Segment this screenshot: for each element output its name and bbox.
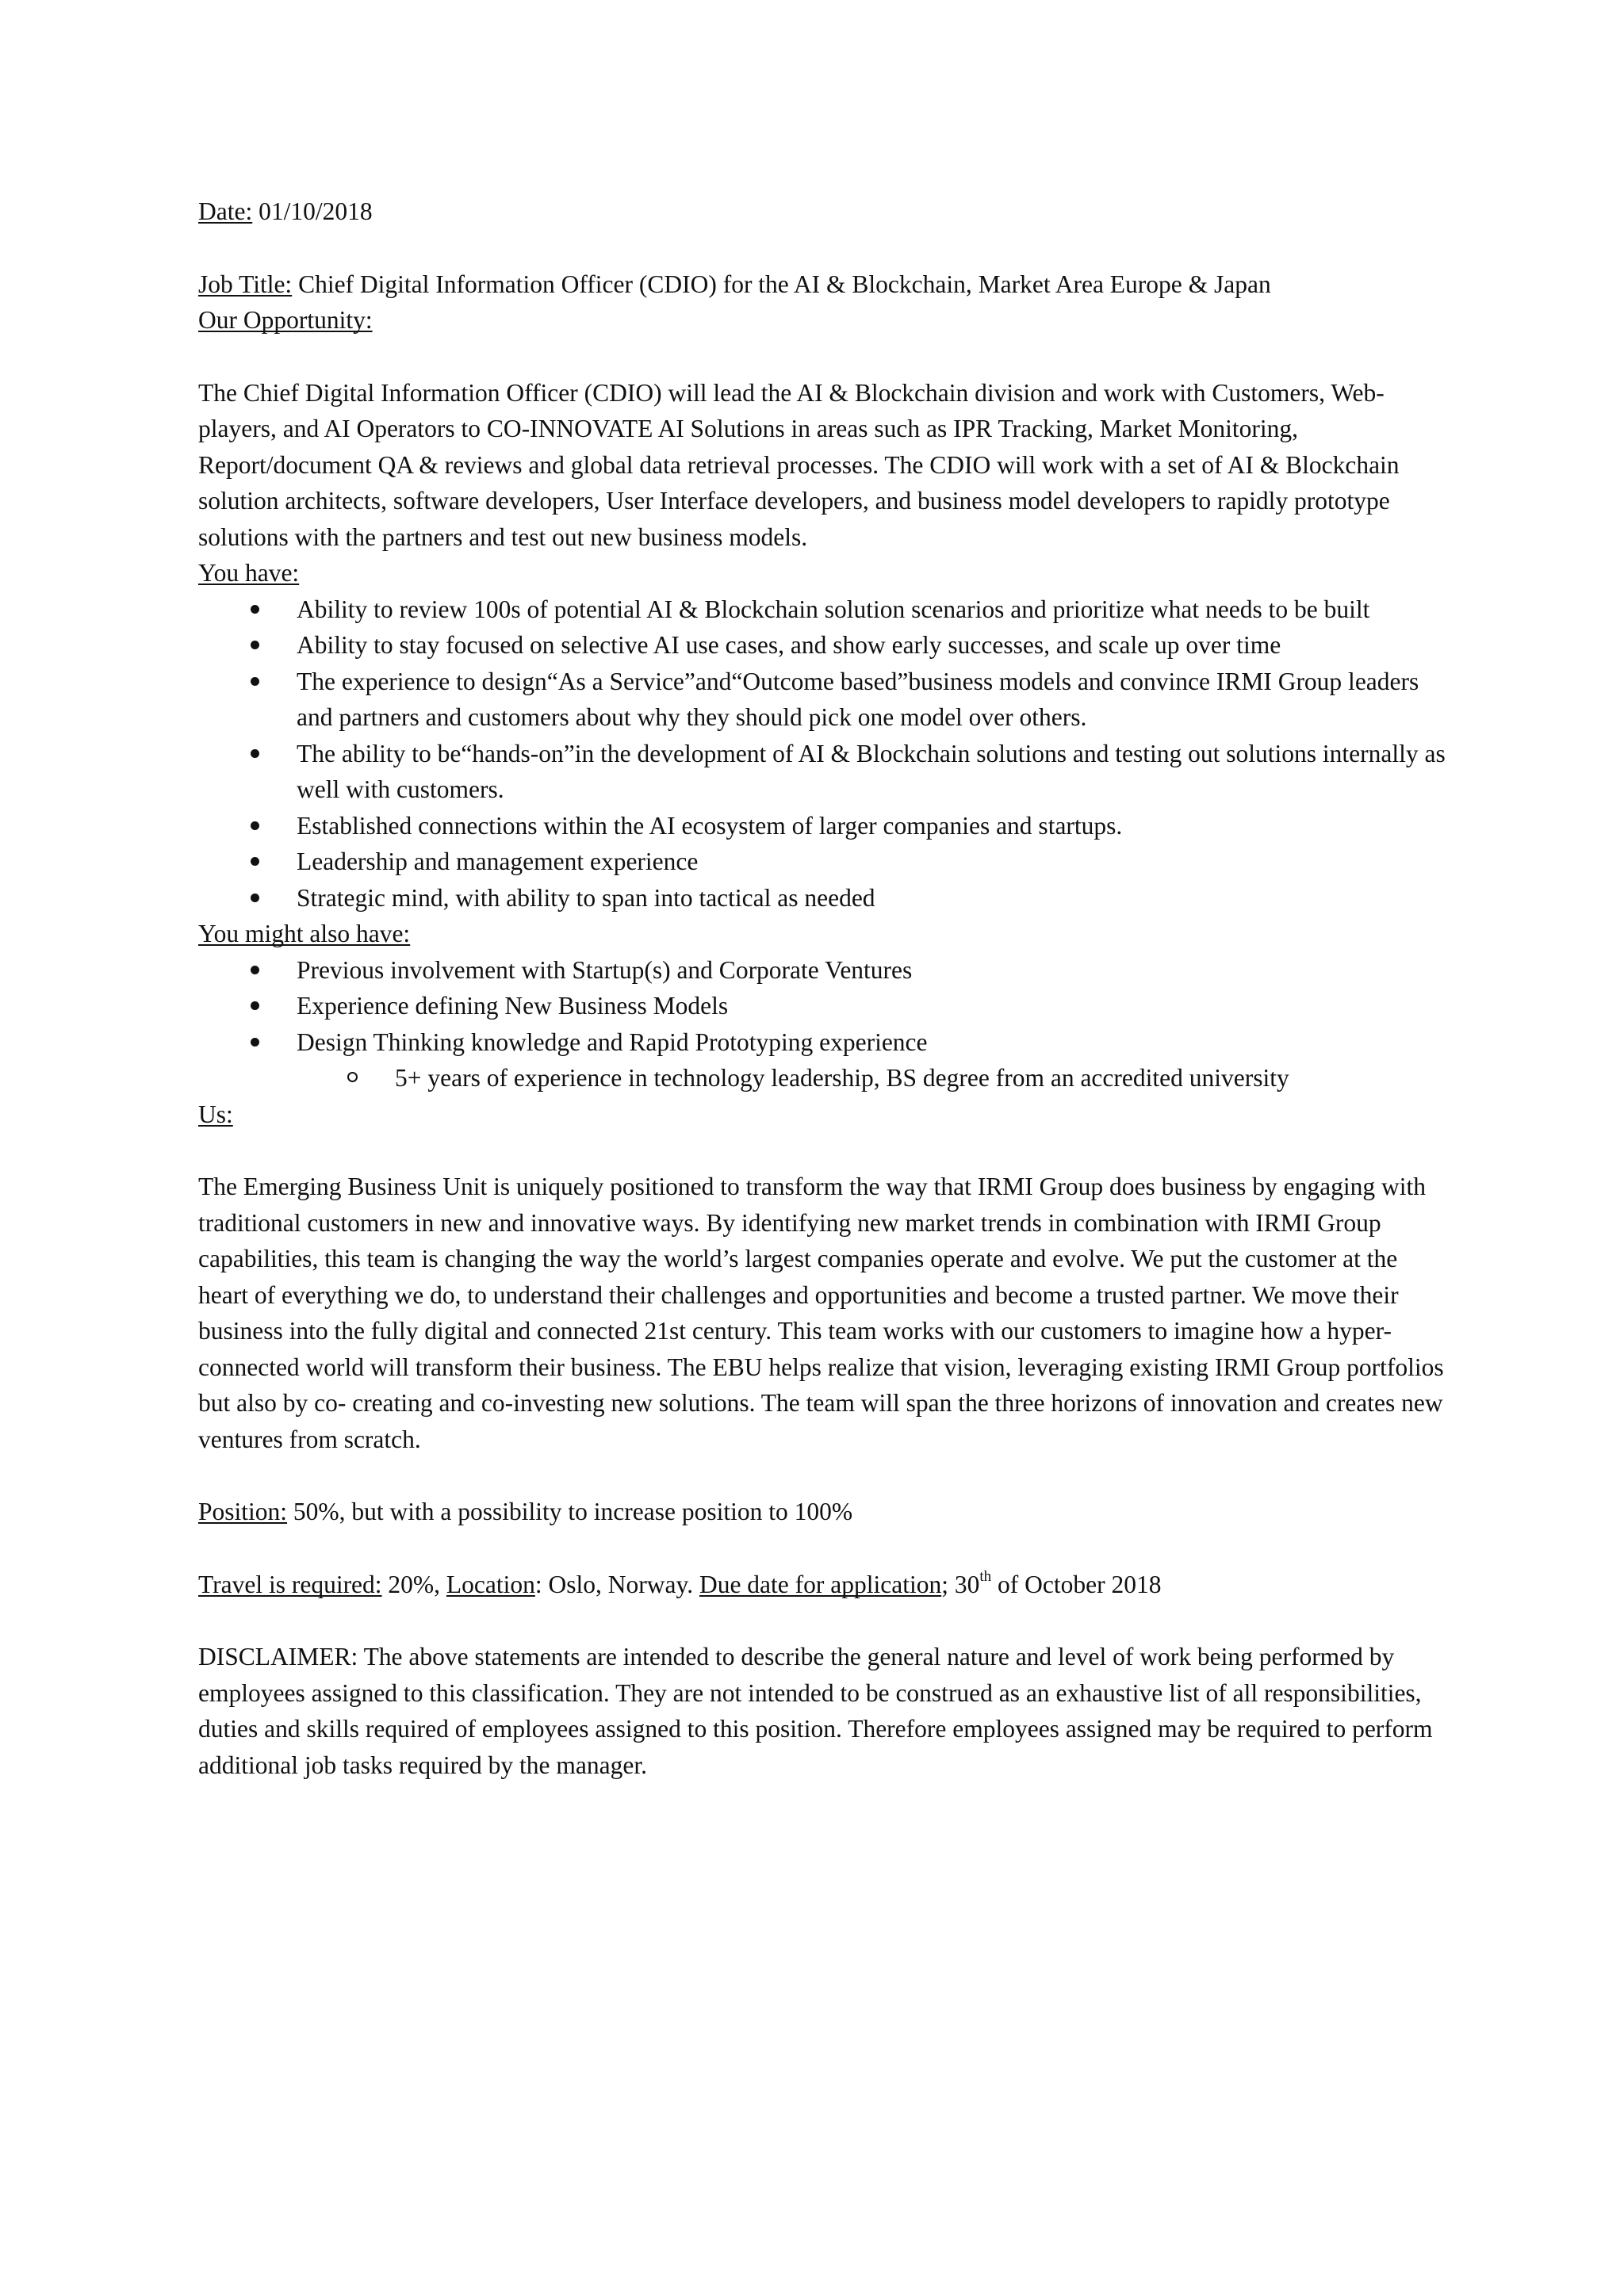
might-have-heading: You might also have: <box>198 920 411 947</box>
bullet-icon <box>251 1038 259 1047</box>
list-item: Ability to stay focused on selective AI use cases, and show early successes, and scale up over time <box>198 627 1451 664</box>
might-have-sub-list <box>198 1060 1451 1096</box>
travel-label: Travel is required: <box>198 1570 382 1598</box>
bullet-icon <box>251 894 259 902</box>
date-line <box>198 193 1451 230</box>
document-page <box>198 193 1451 1783</box>
list-item: Established connections within the AI ecosystem of larger companies and startups. <box>198 808 1451 844</box>
position-line <box>198 1494 1451 1530</box>
position-value: 50%, but with a possibility to increase position to 100% <box>287 1498 853 1525</box>
you-have-heading: You have: <box>198 559 300 587</box>
list-item: Leadership and management experience <box>198 844 1451 880</box>
job-title-label: Job Title: <box>198 270 293 298</box>
bullet-icon <box>251 857 259 866</box>
travel-line <box>198 1567 1451 1603</box>
bullet-icon <box>251 1001 259 1010</box>
us-paragraph: The Emerging Business Unit is uniquely positioned to transform the way that IRMI Group does business by engaging with traditional customers in new and innovative ways. By identifying new market trends in combination with IRMI Group capabilities, this team is changing the way the world’s largest companies operate and evolve. We put the customer at the heart of everything we do, to understand their challenges and opportunities and become a trusted partner. We move their business into the fully digital and connected 21st century. This team works with our customers to imagine how a hyper-connected world will transform their business. The EBU helps realize that vision, leveraging existing IRMI Group portfolios but also by co- creating and co-investing new solutions. The team will span the three horizons of innovation and creates new ventures from scratch. <box>198 1173 1444 1453</box>
travel-value: 20%, <box>381 1570 446 1598</box>
bullet-icon <box>251 677 259 686</box>
date-label: Date: <box>198 197 253 225</box>
list-item: Previous involvement with Startup(s) and Corporate Ventures <box>198 952 1451 989</box>
us-heading: Us: <box>198 1100 233 1128</box>
bullet-icon <box>251 749 259 758</box>
list-item: The ability to be“hands-on”in the development of AI & Blockchain solutions and testing out solutions internally as well with customers. <box>198 736 1451 808</box>
you-have-list <box>198 591 1451 916</box>
list-item: The experience to design“As a Service”and“Outcome based”business models and convince IRMI Group leaders and partners and customers about why they should pick one model over others. <box>198 664 1451 736</box>
opportunity-paragraph: The Chief Digital Information Officer (CDIO) will lead the AI & Blockchain division and work with Customers, Web-players, and AI Operators to CO-INNOVATE AI Solutions in areas such as IPR Tracking, Market Monitoring, Report/document QA & reviews and global data retrieval processes. The CDIO will work with a set of AI & Blockchain solution architects, software developers, User Interface developers, and business model developers to rapidly prototype solutions with the partners and test out new business models. <box>198 378 1400 551</box>
might-have-list <box>198 952 1451 1024</box>
location-value: : Oslo, Norway. <box>534 1570 699 1598</box>
position-label: Position: <box>198 1498 288 1525</box>
due-date-label: Due date for application <box>699 1570 942 1598</box>
hollow-bullet-icon <box>347 1072 358 1082</box>
disclaimer-paragraph: DISCLAIMER: The above statements are intended to describe the general nature and level of work being performed by employees assigned to this classification. They are not intended to be construed as an exhaustive list of all responsibilities, duties and skills required of employees assigned to this position. Therefore employees assigned may be required to perform additional job tasks required by the manager. <box>198 1643 1433 1779</box>
list-item: Experience defining New Business Models <box>198 988 1451 1024</box>
due-date-suffix: th <box>979 1568 992 1585</box>
due-date-value: ; 30 <box>941 1570 980 1598</box>
location-label: Location <box>446 1570 535 1598</box>
due-date-month: of October 2018 <box>991 1570 1162 1598</box>
list-item: Strategic mind, with ability to span into tactical as needed <box>198 880 1451 916</box>
might-have-extra-list <box>198 1024 1451 1061</box>
job-title-value: Chief Digital Information Officer (CDIO) for the AI & Blockchain, Market Area Europe & Japan <box>292 270 1271 298</box>
job-title-line <box>198 266 1451 303</box>
bullet-icon <box>251 966 259 974</box>
opportunity-heading: Our Opportunity: <box>198 306 373 334</box>
bullet-icon <box>251 605 259 614</box>
list-item: Design Thinking knowledge and Rapid Prototyping experience <box>198 1024 1451 1061</box>
sub-list-item: 5+ years of experience in technology leadership, BS degree from an accredited university <box>198 1060 1451 1096</box>
list-item: Ability to review 100s of potential AI & Blockchain solution scenarios and prioritize what needs to be built <box>198 591 1451 628</box>
bullet-icon <box>251 821 259 830</box>
bullet-icon <box>251 641 259 649</box>
date-value: 01/10/2018 <box>252 197 373 225</box>
